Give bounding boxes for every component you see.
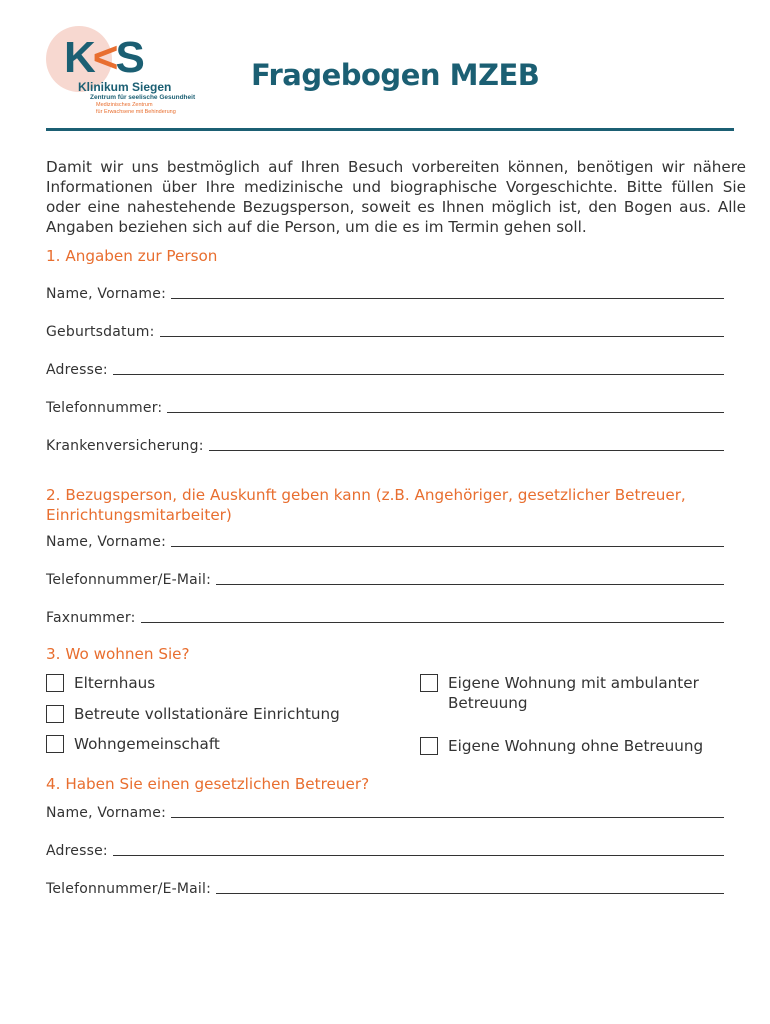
option-betreute-einrichtung[interactable] [46,704,340,724]
checkbox[interactable] [46,705,64,723]
logo-subtitle-2: Medizinisches Zentrum [96,102,153,108]
fill-line[interactable] [141,608,725,623]
field-person-address[interactable] [46,357,724,379]
field-person-phone[interactable] [46,395,724,417]
fill-line[interactable] [171,803,724,818]
fill-line[interactable] [113,841,724,856]
field-label: Adresse: [46,362,108,378]
fill-line[interactable] [171,532,724,547]
field-person-insurance[interactable] [46,433,724,455]
section-3-heading: 3. Wo wohnen Sie? [46,645,190,663]
field-label: Krankenversicherung: [46,438,204,454]
field-guardian-name[interactable] [46,800,724,822]
field-label: Adresse: [46,843,108,859]
fill-line[interactable] [216,570,724,585]
fill-line[interactable] [167,398,724,413]
section-4-heading: 4. Haben Sie einen gesetzlichen Betreuer? [46,775,370,793]
option-eigene-wohnung-ambulant[interactable] [420,673,720,713]
section-2-hint: (z.B. Angehöriger, gesetzlicher Betreuer, Einrichtungsmitarbeiter) [46,486,686,524]
checkbox[interactable] [46,735,64,753]
page-title: Fragebogen MZEB [251,58,540,92]
field-contact-fax[interactable] [46,605,724,627]
logo-subtitle-3: für Erwachsene mit Behinderung [96,109,176,115]
field-person-name[interactable] [46,281,724,303]
logo-subtitle-1: Zentrum für seelische Gesundheit [90,94,196,101]
fill-line[interactable] [171,284,724,299]
field-label: Telefonnummer/E-Mail: [46,572,212,588]
option-wohngemeinschaft[interactable] [46,734,220,754]
clinic-logo [44,22,214,122]
checkbox[interactable] [420,674,438,692]
field-contact-phone-email[interactable] [46,567,724,589]
fill-line[interactable] [113,360,724,375]
field-label: Telefonnummer: [46,400,163,416]
field-label: Faxnummer: [46,610,136,626]
section-2-heading: 2. Bezugsperson, die Auskunft geben kann (z.B. Angehöriger, gesetzlicher Betreuer, Einrichtungsmitarbeiter) [46,486,686,524]
logo-mark: K<S [64,33,142,82]
option-eigene-wohnung-ohne[interactable] [420,736,703,756]
field-label: Geburtsdatum: [46,324,155,340]
field-label: Telefonnummer/E-Mail: [46,881,212,897]
logo-name: Klinikum Siegen [78,80,172,94]
option-elternhaus[interactable] [46,673,155,693]
field-guardian-phone-email[interactable] [46,876,724,898]
option-label: Wohngemeinschaft [74,735,220,753]
fill-line[interactable] [160,322,724,337]
field-label: Name, Vorname: [46,805,166,821]
section-1-heading: 1. Angaben zur Person [46,247,218,265]
option-label: Eigene Wohnung mit ambulanter Betreuung [448,674,699,712]
checkbox[interactable] [46,674,64,692]
intro-paragraph: Damit wir uns bestmöglich auf Ihren Besuch vorbereiten können, benötigen wir nähere Informationen über Ihre medizinische und biographische Vorgeschichte. Bitte füllen Sie oder eine nahestehende Bezugsperson, soweit es Ihnen möglich ist, den Bogen aus. Alle Angaben beziehen sich auf die Person, um die es im Termin gehen soll. [46,158,746,236]
fill-line[interactable] [209,436,724,451]
fill-line[interactable] [216,879,724,894]
option-label: Eigene Wohnung ohne Betreuung [448,737,704,755]
field-contact-name[interactable] [46,529,724,551]
checkbox[interactable] [420,737,438,755]
field-guardian-address[interactable] [46,838,724,860]
option-label: Betreute vollstationäre Einrichtung [74,705,340,723]
field-person-birthdate[interactable] [46,319,724,341]
header-divider [46,128,734,131]
field-label: Name, Vorname: [46,534,166,550]
option-label: Elternhaus [74,674,156,692]
field-label: Name, Vorname: [46,286,166,302]
